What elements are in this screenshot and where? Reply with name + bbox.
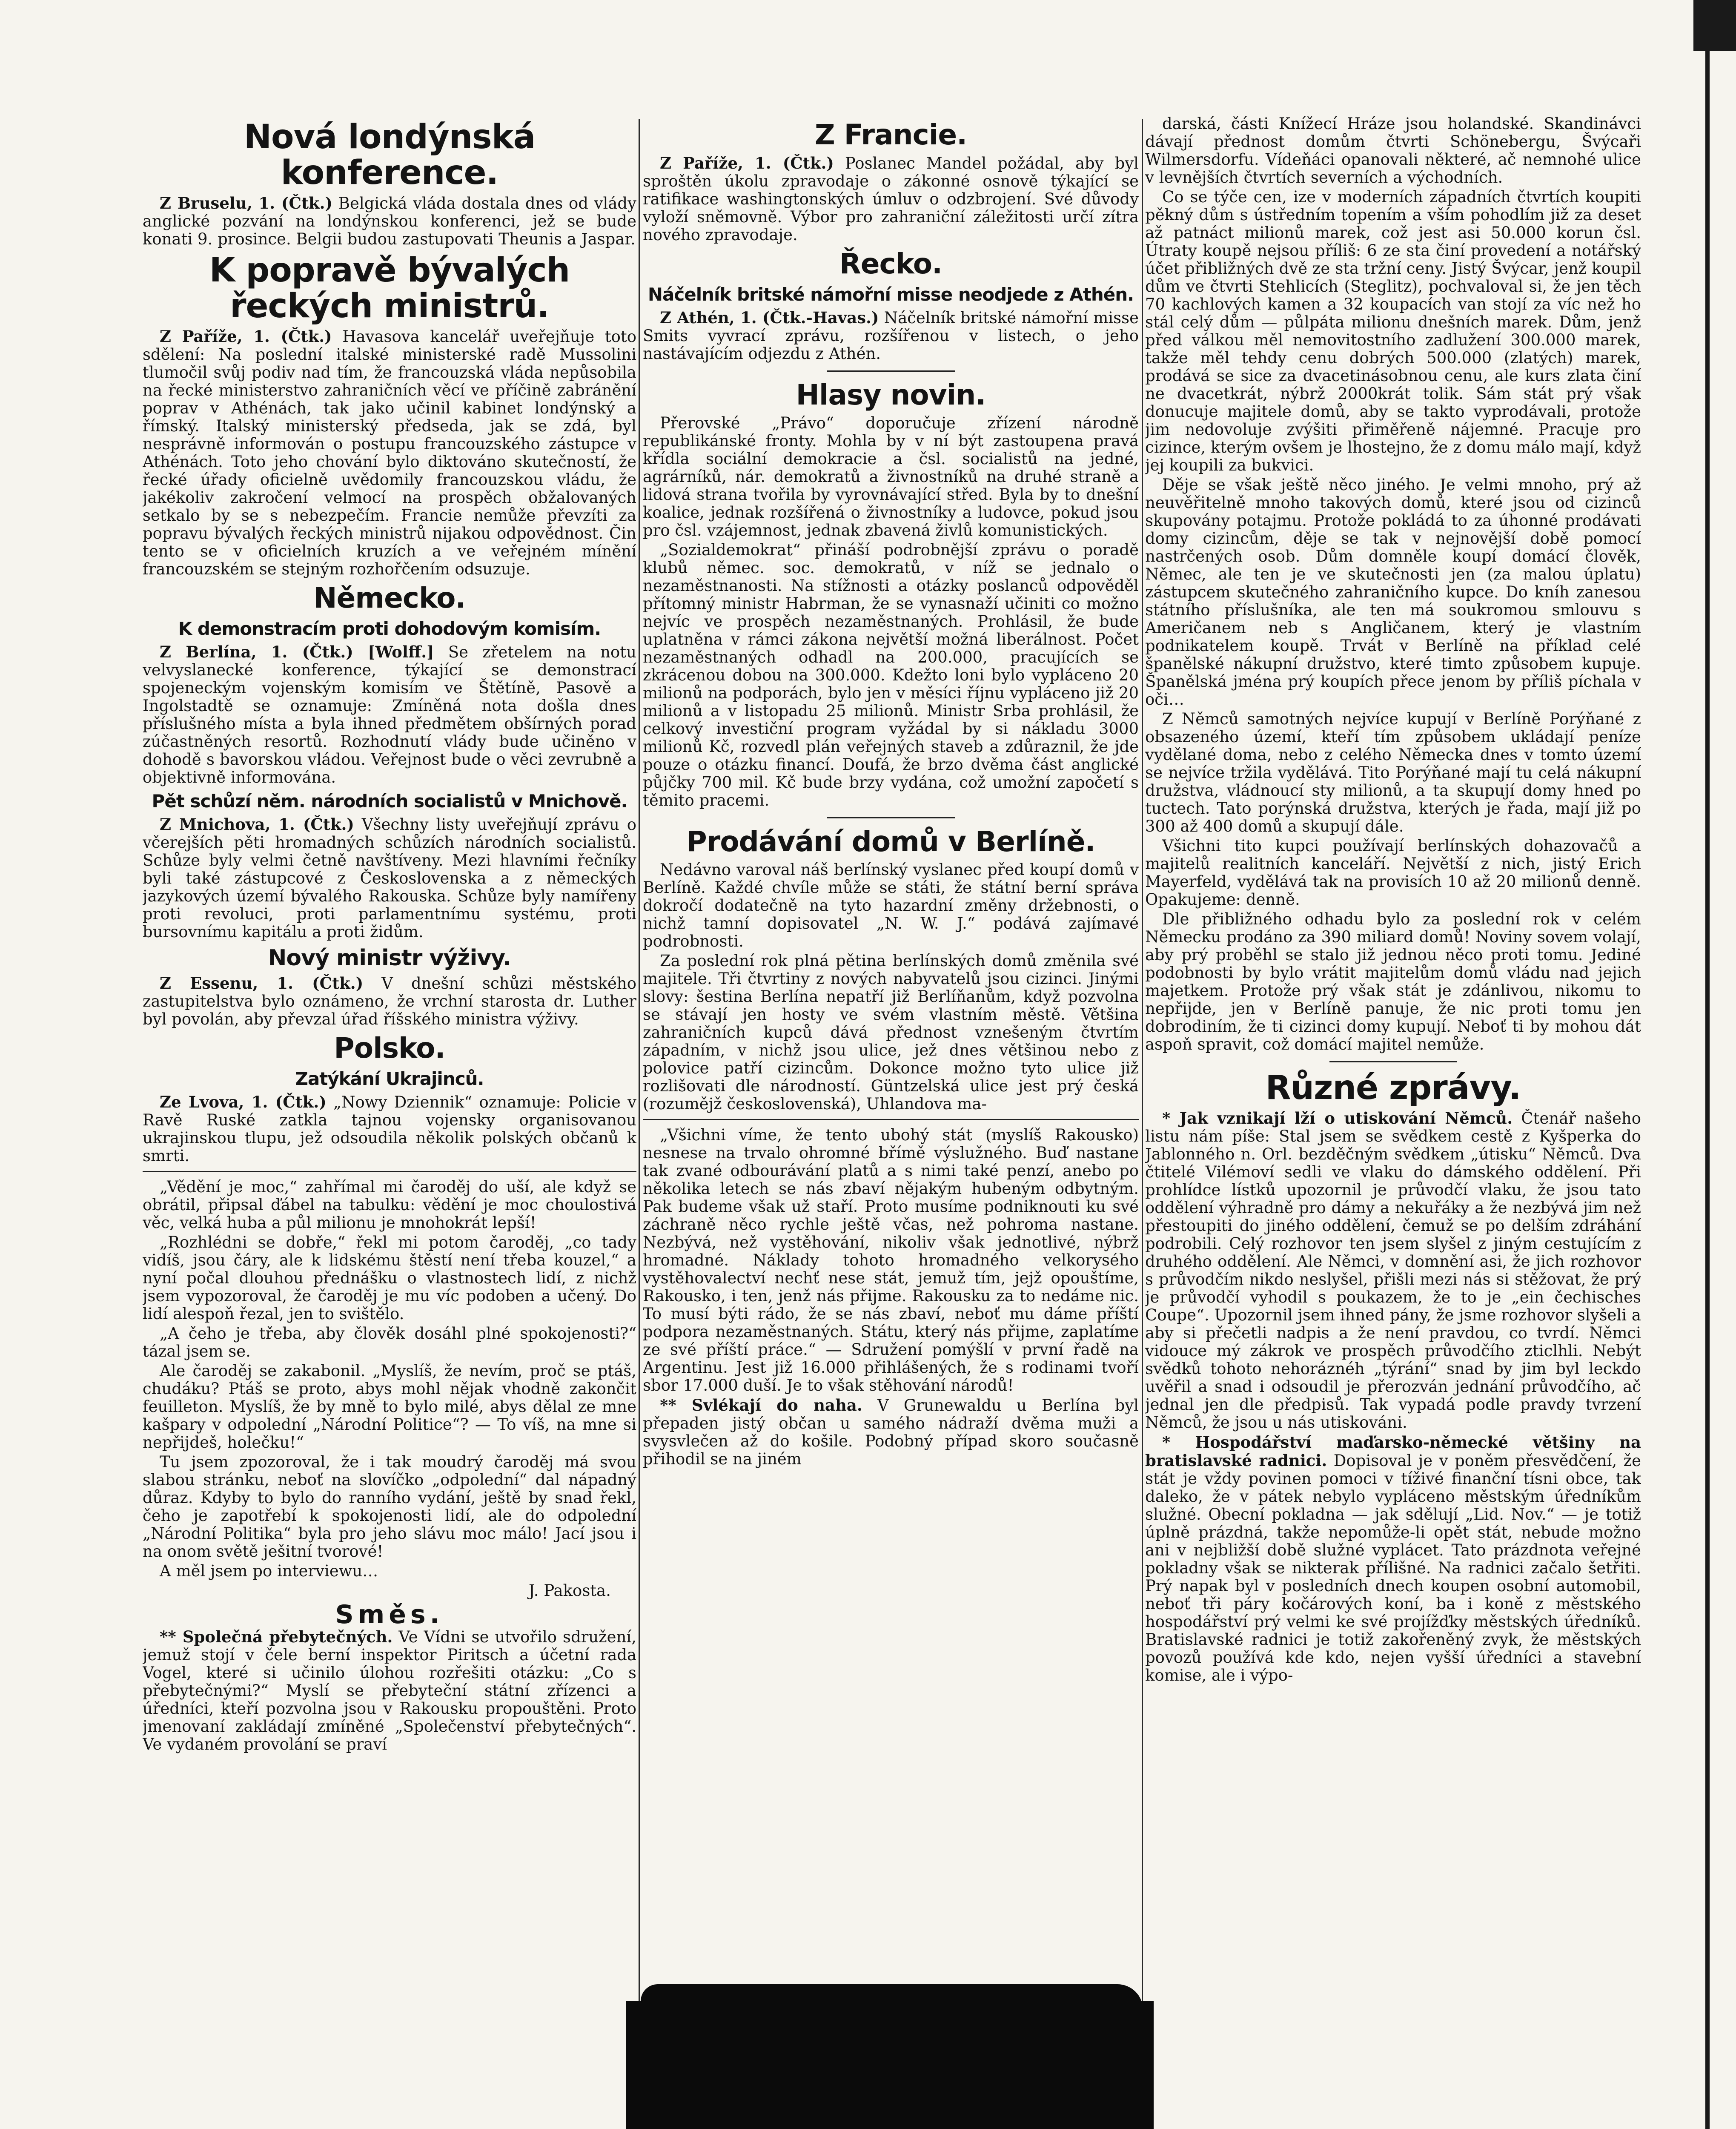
- scan-blot: [626, 2001, 1154, 2129]
- article-subtitle: Náčelník britské námořní misse neodjede z Athén.: [647, 284, 1134, 305]
- feuilleton-paragraph: „Vědění je moc,“ zahřímal mi čaroděj do uší, ale když se obrátil, připsal ďábel na tabulku: vědění je moc choulostivá věc, velká huba a půl milionu je mnohokrát lepší!: [143, 1178, 636, 1232]
- article-body: [143, 327, 636, 578]
- scan-edge-shadow: [1705, 0, 1710, 2129]
- article-paragraph: „Všichni víme, že tento ubohý stát (myslíš Rakousko) nesnese na trvalo ohromné břímě výslužného. Buď nastane tak zvané odbourávání platů a s nimi také penzí, anebo po několika letech se nás zbaví nějakým hubeným odbytným. Pak budeme však už staří. Proto musíme podniknouti ku své záchraně něco rychle ještě včas, než pohroma nastane. Nezbývá, než vystěhování, nikoliv však jednotlivé, nýbrž hromadné. Náklady tohoto hromadného velkorysého vystěhovalectví nechť nese stát, jemuž tím, jejž opouštíme, Rakousko, i ten, jenž nás přijme. Rakousku za to nedáme nic. To musí býti rádo, že se nás zbaví, neboť mu dáme příští podpora nezaměstnaných. Státu, který nás přijme, zaplatíme ze své příští práce.“ — Sdružení pomýšlí v první řadě na Argentinu. Jest již 16.000 přihlášených, že s rodinami tvoří sbor 17.000 duší. Je to však stěhování národů!: [643, 1126, 1139, 1394]
- article-body: [143, 815, 636, 941]
- article-body: [143, 974, 636, 1028]
- article-subtitle: Zatýkání Ukrajinců.: [295, 1068, 484, 1089]
- article-title: Nový ministr výživy.: [268, 945, 511, 971]
- article-text: Ve Vídni se utvořilo sdružení, jemuž stojí v čele berní inspektor Piritsch a účetní rada Vogel, které si učinilo úlohou rozřešiti otázku: „Co s přebytečnými?“ Myslí se přebyteční státní zřízenci a úředníci, kteří pozvolna jsou v Rakousku propouštěni. Proto jmenovaní zakládají zmíněné „Společenství přebytečných“. Ve vydaném provolání se praví: [143, 1628, 636, 1753]
- article-paragraph: Všichni tito kupci používají berlínských dohazovačů a majitelů realitních kanceláří. Největší z nich, jistý Erich Mayerfeld, vydělává tak na provisích 10 až 20 milionů denně. Opakujeme: denně.: [1145, 837, 1641, 909]
- dateline: Ze Lvova, 1. (Čtk.): [160, 1093, 327, 1111]
- article-paragraph: Co se týče cen, ize v moderních západních čtvrtích koupiti pěkný dům s ústředním topením a vším pohodlím již za deset až patnáct milionů marek, což jest asi 50.000 korun čsl. Útraty koupě nejsou příliš: 6 ze sta činí provedení a notářský účet přibližných dvě ze sta tržní ceny. Jistý Švýcar, jenž koupil dům ve čtvrti Stehlicích (Steglitz), pochvaloval si, že jen těch 70 kachlových kamen a 32 koupacích van stojí za víc než ho stál celý dům — půlpáta milionu dnešních marek. Dům, jenž před válkou měl nemovitostního zadlužení 300.000 marek, takže měl tehdy cenu dobrých 500.000 (zlatých) marek, prodává se sice za dvacetinásobnou cenu, ale kurs zlata činí ne dvacetkrát, nýbrž 2000krát tolik. Sám stát prý však donucuje majitele domů, aby se takto vyprodávali, protože jim nedovoluje zvýšiti přiměřeně nájemné. Pracuje pro cizince, kterým ovšem je lhostejno, že z domu málo mají, když jej koupili za bukvici.: [1145, 188, 1641, 474]
- article-paragraph: Nedávno varoval náš berlínský vyslanec před koupí domů v Berlíně. Každé chvíle může se státi, že státní berní správa dokročí dodatečně na tyto hazardní změny držebnosti, o nichž tamní dopisovatel „N. W. J.“ podává zajímavé podrobnosti.: [643, 861, 1139, 950]
- article-title: Nová londýnská konference.: [243, 118, 536, 192]
- separator-rule: [1329, 1061, 1457, 1062]
- article-title: K popravě bývalých řeckých ministrů.: [209, 251, 570, 325]
- article-paragraph: Děje se však ještě něco jiného. Je velmi mnoho, prý až neuvěřitelně mnoho takových domů, které jsou od cizinců skupovány potajmu. Protože pokládá to za úhonné prodávati domy cizincům, děje se tak v nejnovější době pomocí nastrčených osob. Dům domněle koupí domácí člověk, Němec, ale ten je ve skutečnosti jen (za malou úplatu) zástupcem skutečného zahraničního kupce. Do kníh zanesou státního příslušníka, ale ten má soukromou smlouvu s Američanem neb s Angličanem, který je vlastním podnikatelem koupě. Trvát v Berlíně na příklad celé španělské nákupní družstvo, které timto způsobem kupuje. Španělská jména prý koupích přece jenom by příliš píchala v oči…: [1145, 476, 1641, 709]
- dateline: Z Bruselu, 1. (Čtk.): [160, 194, 333, 212]
- article-paragraph: Dle přibližného odhadu bylo za poslední rok v celém Německu prodáno za 390 miliard domů! Noviny sovem volají, aby prý proběhl se stalo již jednou něco proti tomu. Jediné podobnosti by bylo vrátit majitelům domů vládu nad jejich majetkem. Protože prý však stát je zdánlivou, nikomu to nepřijde, jen v Berlíně panuje, že nic proti tomu jen dobrodiním, že ti cizinci domy kupují. Neboť ti by mohou dát aspoň spravit, což domácí majitel nemůže.: [1145, 910, 1641, 1053]
- article-body: [143, 1628, 636, 1753]
- article-text: Dopisoval je v poněm přesvědčení, že stát je vždy povinen pomoci v tíživé finanční tísni obce, tak daleko, že v pátek nebylo vypláceno městským úředníkům služné. Obecní pokladna — jak sdělují „Lid. Nov.“ — je totiž úplně prázdná, takže nepomůže-li opět stát, nebude možno ani v nejbližší době služné vyplácet. Tato prázdnota veřejné pokladny však se nikterak přílišné. Na radnici začalo šetřiti. Prý napak byl v posledních dnech koupen osobní automobil, neboť tři páry kočárových koní, ba i koně z městského hospodářství prý velmi ke své projížďky městských úředníků. Bratislavské radnici je totiž zakořeněný zvyk, že městských povozů používá kde kdo, nejen vyšší úředníci a stavební komise, ale i výpo-: [1145, 1452, 1641, 1684]
- dateline: Z Essenu, 1. (Čtk.): [160, 974, 364, 993]
- article-subtitle: K demonstracím proti dohodovým komisím.: [178, 618, 601, 639]
- column-left: [143, 115, 636, 2129]
- article-body: [1145, 1109, 1641, 1432]
- item-lead: * Hospodářství maďarsko-německé většiny na bratislavské radnici.: [1145, 1433, 1641, 1470]
- feuilleton-paragraph: „Rozhlédni se dobře,“ řekl mi potom čaroděj, „co tady vidíš, jsou čáry, ale k lidskému štěstí není třeba kouzel,“ a nyní počal dlouhou přednášku o vlastnostech lidí, z nichž jsem vypozoroval, že čaroděj je mu víc podoben a učený. Do lidí alespoň řezal, jen to svištělo.: [143, 1233, 636, 1323]
- separator-rule: [827, 817, 955, 818]
- dateline: Z Athén, 1. (Čtk.-Havas.): [660, 308, 879, 327]
- dateline: Z Berlína, 1. (Čtk.) [Wolff.]: [160, 643, 434, 661]
- feuilleton-paragraph: A měl jsem po interviewu…: [160, 1562, 378, 1580]
- section-title: Německo.: [313, 582, 466, 614]
- section-title: Směs.: [335, 1600, 444, 1630]
- section-title: Různé zprávy.: [1265, 1069, 1521, 1107]
- feuilleton-rule: [143, 1171, 636, 1172]
- separator-rule: [827, 370, 955, 372]
- article-body: [643, 309, 1139, 363]
- article-text: V Grunewaldu u Berlína byl přepaden jistý občan u samého nádraží dvěma muži a svysvlečen až do košile. Podobný případ skoro současně přihodil se na jiném: [643, 1396, 1139, 1468]
- section-title: Polsko.: [334, 1032, 445, 1064]
- feuilleton-paragraph: „A čeho je třeba, aby člověk dosáhl plné spokojenosti?“ tázal jsem se.: [143, 1324, 636, 1360]
- article-text: Čtenář našeho listu nám píše: Stal jsem se svědkem cestě z Kyšperka do Jablonného n. Orl. bezděčným svědkem „útisku“ Němců. Dva čtitelé Vilémoví sedli ve vlaku do dámského oddělení. Při prohlídce lístků upozornil je průvodčí vlaku, že jsou tato oddělení výhradně pro dámy a nekuřáky a že nezbývá jim než přestoupiti do jiného oddělení, čemuž se po delším zdráhání podrobili. Celý rozhovor ten jsem slyšel z jiným cestujícím z druhého oddělení. Ale Němci, v domnění asi, že jich rozhovor s průvodčím nikdo neslyšel, přišli mezi nás si stěžovat, že prý je průvodčí vyhodil s poukazem, že to je „ein čechisches Coupe“. Upozornil jsem ihned pány, že jsme rozhovor slyšeli a aby si přečetli nadpis a že není pravdou, co tvrdí. Němci vidouce mý zákrok ve prospěch průvodčího zticlhli. Nebýt svědků tohoto nehoráznéh „týrání“ snad by jim byl leckdo uvěřil a snad i odsoudil je přerozván jednání průvodčího, ač jednal jen dle předpisů. Tak vypadá podle pravdy tvrzení Němců, že jsou u nás utiskováni.: [1145, 1109, 1641, 1432]
- article-body: [143, 643, 636, 786]
- article-text: Všechny listy uveřejňují zprávu o včerejších pěti hromadných schůzích národních socialistů. Schůze byly velmi četně navštíveny. Mezi hlavními řečníky byli také zástupcové z Československa a z německých jazykových území bývalého Rakouska. Schůze byly namířeny proti revoluci, proti parlamentnímu systému, proti bursovnímu kapitálu a proti židům.: [143, 815, 636, 941]
- article-paragraph: Za poslední rok plná pětina berlínských domů změnila své majitele. Tři čtvrtiny z nových nabyvatelů jsou cizinci. Jinými slovy: šestina Berlína nepatří již Berlíňanům, když pozvolna se stávají jen hosty ve svém vlastním městě. Většina zahraničních kupců dává přednost vznešeným čtvrtím západním, v nichž jsou ulice, jež dnes většinou nebo z polovice patří cizincům. Dokonce možno tyto ulice již rozlišovati dle národností. Güntzelská ulice jest prý česká (rozumějž československá), Uhlandova ma-: [643, 952, 1139, 1113]
- column-divider-2: [1142, 119, 1143, 2129]
- article-paragraph: „Sozialdemokrat“ přináší podrobnější zprávu o poradě klubů němec. soc. demokratů, v níž se jednalo o nezaměstnanosti. Na stížnosti a otázky poslanců odpověděl přítomný ministr Habrman, že se vynasnaží učiniti co možno nejvíc ve prospěch nezaměstnaných. Prohlásil, že bude uplatněna v rámci zákona největší možná liberálnost. Počet nezaměstnaných odhadl na 200.000, pracujících se zkrácenou dobou na 300.000. Kdežto loni bylo vypláceno 20 milionů na podporách, bylo jen v měsíci říjnu vypláceno již 20 milionů a v listopadu 25 milionů. Ministr Srba prohlásil, že celkový investiční program vyžádal by si nákladu 3000 milionů Kč, rozvedl plán veřejných staveb a zdůraznil, že jde pouze o otázku financí. Doufá, že brzo dvěma část anglické půjčky 700 mil. Kč bude brzy vydána, což umožní započetí s těmito pracemi.: [643, 541, 1139, 809]
- article-paragraph: darská, části Knížecí Hráze jsou holandské. Skandinávci dávají přednost domům čtvrti Schönebergu, Švýcaři Wilmersdorfu. Vídeňáci opanovali některé, ač nemnohé ulice v levnějších čtvrtích severních a východních.: [1145, 115, 1641, 187]
- article-body: [643, 1396, 1139, 1468]
- item-lead: ** Společná přebytečných.: [160, 1627, 393, 1646]
- dateline: Z Paříže, 1. (Čtk.): [660, 154, 834, 172]
- article-text: Náčelník britské námořní misse Smits vyvrací zprávu, rozšířenou v listech, o jeho nastávajícím odjezdu z Athén.: [643, 309, 1139, 363]
- article-text: Se zřetelem na notu velvyslanecké konference, týkající se demonstrací spojeneckým vojenským komisím ve Štětíně, Pasově a Ingolstadtě se oznamuje: Zmíněná nota došla dnes příslušného místa a byla ihned předmětem obšírných porad zúčastněných resortů. Rozhodnutí vlády bude učiněno v dohodě s bavorskou vládou. Veřejnost bude o věci zevrubně a objektivně informována.: [143, 643, 636, 786]
- article-text: Belgická vláda dostala dnes od vlády anglické pozvání na londýnskou konferenci, jež se bude konati 9. prosince. Belgii budou zastupovati Theunis a Jaspar.: [143, 194, 636, 248]
- article-title: Pět schůzí něm. národních socialistů v Mnichově.: [152, 791, 627, 812]
- article-body: [143, 194, 636, 248]
- article-paragraph: Přerovské „Právo“ doporučuje zřízení národně republikánské fronty. Mohla by v ní být zastoupena pravá křídla sociální demokracie a čsl. socialistů na jedné, agrárníků, nár. demokratů a živnostníků na druhé straně a lidová strana tvořila by vyrovnávající střed. Byla by to dnešní koalice, jednak rozšířená o živnostníky a ludovce, pokud jsou pro čsl. vzájemnost, jednak zbavená živlů komunistických.: [643, 414, 1139, 539]
- dateline: Z Mnichova, 1. (Čtk.): [160, 815, 354, 834]
- article-body: [643, 154, 1139, 244]
- column-middle: [643, 115, 1139, 2129]
- section-title: Hlasy novin.: [796, 379, 986, 411]
- article-text: Poslanec Mandel požádal, aby byl sproštěn úkolu zpravodaje o zákonné osnově týkající se ratifikace washingtonských úmluv o odzbrojení. Své důvody vyloží sněmovně. Výbor pro zahraniční záležitosti určí zítra nového zpravodaje.: [643, 154, 1139, 244]
- article-text: V dnešní schůzi městského zastupitelstva bylo oznámeno, že vrchní starosta dr. Luther byl povolán, aby převzal úřad říšského ministra výživy.: [143, 974, 636, 1028]
- item-lead: ** Svlékají do naha.: [660, 1396, 862, 1415]
- item-lead: * Jak vznikají lží o utiskování Němců.: [1162, 1109, 1513, 1128]
- article-text: „Nowy Dziennik“ oznamuje: Policie v Ravě Ruské zatkla tajnou vojensky organisovanou ukrajinskou tlupu, jež odsoudila několik polských občanů k smrti.: [143, 1093, 636, 1165]
- article-paragraph: Z Němců samotných nejvíce kupují v Berlíně Porýňané z obsazeného území, kteří tím způsobem ukládají peníze vydělané doma, nebo z celého Německa dnes v tomto území se nejvíce tržila vydělává. Tito Porýňané mají tu celá nákupní družstva, vládnoucí sty milionů, a ta skupují domy hned po tuctech. Tato porýnská družstva, kterých je řada, mají již po 300 až 400 domů a skupují dále.: [1145, 710, 1641, 835]
- feuilleton-rule: [643, 1119, 1139, 1120]
- feuilleton-paragraph: Ale čaroděj se zakabonil. „Myslíš, že nevím, proč se ptáš, chudáku? Ptáš se proto, abys mohl nějak vhodně zakončit feuilleton. Myslíš, že by mně to bylo milé, abys dělal ze mne kašpary v odpolední „Národní Politice“? — To víš, na mne si nepřijdeš, holečku!“: [143, 1362, 636, 1452]
- article-text: Havasova kancelář uveřejňuje toto sdělení: Na poslední italské ministerské radě Mussolini tlumočil svůj podiv nad tím, že francouzská vláda nepůsobila na řecké ministerstvo zahraničních věcí ve příčině zabránění poprav v Athénách, tak jako učinil kabinet londýnský a římský. Italský ministerský předseda, jak se zdá, byl nesprávně informován o postupu francouzského zástupce v Athénách. Toto jeho chování bylo diktováno skutečností, že řecké úřady oficielně uvědomily francouzskou vládu, že jakékoliv zakročení velmocí na prospěch obžalovaných setkalo by se s nebezpečím. Francie nemůže převzíti za popravu bývalých řeckých ministrů nijakou odpovědnost. Čin tento se v oficielních kruzích a ve veřejném mínění francouzském se stejným rozhořčením odsuzuje.: [143, 327, 636, 578]
- author-signature: J. Pakosta.: [528, 1581, 611, 1600]
- article-body: [1145, 1433, 1641, 1684]
- column-right: [1145, 115, 1641, 2129]
- scan-corner-shadow: [1693, 0, 1736, 51]
- section-title: Z Francie.: [814, 118, 967, 151]
- article-title: Prodávání domů v Berlíně.: [686, 825, 1095, 858]
- article-body: [143, 1093, 636, 1165]
- feuilleton-paragraph: Tu jsem zpozoroval, že i tak moudrý čaroděj má svou slabou stránku, neboť na slovíčko „odpolední“ dal nápadný důraz. Kdyby to bylo do ranního vydání, ještě by snad řekl, čeho je zapotřebí k spokojenosti lidí, ale do odpolední „Národní Politika“ byla pro jeho slávu moc málo! Jací jsou i na onom světě ješitní tvorové!: [143, 1453, 636, 1561]
- section-title: Řecko.: [839, 247, 942, 280]
- column-divider-1: [639, 119, 640, 2129]
- dateline: Z Paříže, 1. (Čtk.): [160, 327, 332, 346]
